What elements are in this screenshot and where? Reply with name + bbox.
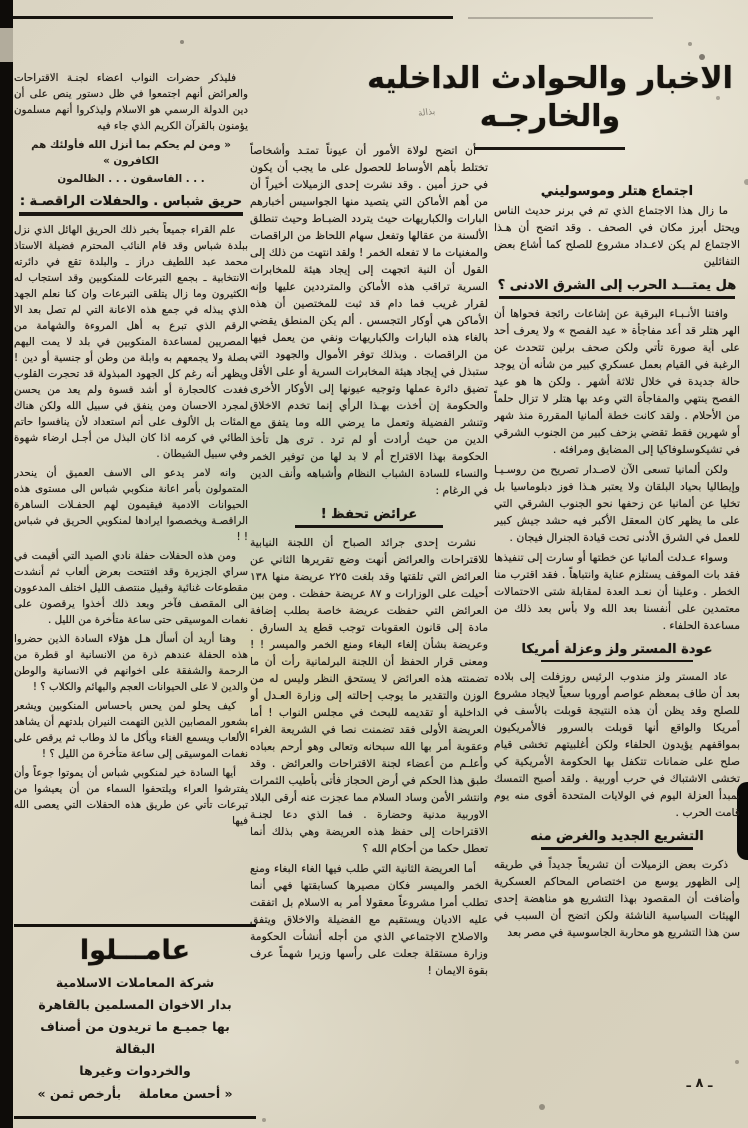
heading-divider [295, 525, 443, 528]
article-paragraph: وانه لامر يدعو الى الاسف العميق أن ينحدر المتمولون بأمر اعانة منكوبي شباس الى مستوى هذه الحيوانات الادمية فيقيمون لهم الحفـلات الساهرة الراقصـة ويخصصوا ايرادها لمنكوبي الحريق في شباس ! ! [14, 466, 248, 543]
scan-edge-top-faint [468, 17, 653, 19]
article-heading: حريق شباس . والحفلات الراقصـة : [19, 194, 243, 209]
article-paragraph: ولكن ألمانيا تسعى الآن لاصـدار تصريح من روسـيـا وإيطاليا بحياد البلقان ولا يعتبر هـذا فوز دبلوماسيا بل تخليا عن ألمانيا عن زحفها نحو الجنوب الشرقي التي على ما يظهر كان المعقل الأكبر فيه حشد جيش كبير للعمل في الشرق الأدنى تحت قيادة الجنرال فيجان . [494, 462, 740, 544]
article-heading: التشريع الجديد والغرض منه [530, 829, 704, 844]
article-heading: هل يمتـــد الحرب إلى الشرق الادنى ؟ [497, 278, 737, 293]
ad-line: والخردوات وغيرها [79, 1063, 191, 1078]
article-paragraph: كيف يحلو لمن يحس باحساس المنكوبين ويشعر بشعور المصابين الذين التهمت النيران بلدتهم أن يشاهد الألعاب ويسمع الغناء ويأكل ما لذ وطاب ثم يرقص على نغمات الموسيقى إلى ساعة متأخرة من الليل ؟ ! [14, 699, 248, 760]
article-heading: اجتماع هتلر وموسوليني [540, 184, 694, 199]
ad-line: بدار الاخوان المسلمين بالقاهرة [38, 997, 232, 1012]
article-heading: عرائض تحفظ ! [320, 507, 418, 522]
article-paragraph: علم القراء جميعاً بخبر ذلك الحريق الهائل الذي نزل ببلدة شباس وقد قام النائب المحترم فضيلة الاستاذ محمد عبد اللطيف دراز ـ والبلدة تقع في دائرته الانتخابية ـ بجمع التبرعات للمنكوبين وقد استجاب له الكثيرون وما زال يتلقى التبرعات وان كنا نعلم الجهد الذي يبذله في جمع هذه الاعانة التي لم تصل بعد الا الرقم الذي تبرع به أهل المروءة والشهامة من المصريين لمساعدة المنكوبين في بلد لا يمت اليهم بصلة ولا يجمعهم به وابلة من وطن أو جنسية أو دين ! ويظهر أنه رغم كل الجهود المبذولة قد تحجرت القلوب فغدت كالحجارة أو أشد قسوة ولم يعد من يحسن لمجرد الاحسان ومن ينفق في سبيل الله ولكن هناك المئات بل الألوف على أتم استعداد لأن ينافسوا حاتم الطائي في كرمه اذا كان البذل من أجـل ارضاء شهوة وفي سبيل الشيطان . [14, 223, 248, 460]
heading-divider [541, 847, 694, 850]
article-paragraph: أيها السادة خير لمنكوبي شباس أن يموتوا جوعاً وأن يفترشوا العراء ويلتحفوا السماء من أن يعيشوا من تبرعات تأتي عن طريق هذه الحفلات التي يعصى الله فيها [14, 766, 248, 827]
article-heading: عودة المستر ولز وعزلة أمريكا [521, 641, 713, 657]
ad-line: بها جميـع ما تريدون من أصناف البقالة [40, 1019, 230, 1056]
page-title: الاخبار والحوادث الداخليه والخارجـه [367, 61, 733, 134]
handwritten-note: بذالة [417, 106, 436, 120]
scan-edge-left [0, 0, 13, 1128]
column-middle [250, 142, 488, 1092]
article-paragraph: عاد المستر ولز مندوب الرئيس روزفلت إلى بلاده بعد أن طاف بمعظم عواصم أوروبا سعياً لايجاد مشروع للصلح وقد يظن أن هذه النتيجة قوبلت بالأسف في أمريكا والواقع أنها قوبلت بالسرور فالأمريكيون بمواقفهم يؤيدون الحلفاء ولكن أغلبيتهم تخشى قيام صلح على ضمانات تتكفل بها الحكومة الأمريكية كي تخشى الاشتباك في حرب أوربية . ولقد أصبح التمسك بمبدأ العزلة اليوم في الولايات المتحدة أقوى منه يوم قامت الحرب . [494, 670, 740, 819]
page-number: ـ ٨ ـ [686, 1076, 713, 1091]
ad-slogan: « أحسن معاملة بأرخص ثمن » [37, 1086, 233, 1101]
quran-quote: « ومن لم يحكم بما أنزل الله فأولئك هم الكافرون » [31, 139, 231, 167]
article-paragraph: ما زال هذا الاجتماع الذي تم في برنر حديث الناس ويحتل أبرز مكان في الصحف . وقد اتضح أن هـذا الاجتماع لم يكن لاعـداد مشروع للصلح كما أشاع بعض التفائلين [494, 204, 740, 268]
article-paragraph: ذكرت بعض الزميلات أن تشريعاً جديداً في طريقه إلى الظهور يوسع من اختصاص المحاكم العسكرية وأضافت أن المقصود بهذا التشريع هو مناهضة إحدى الهيئات السياسية الناشئة ولكن اتضح أن السبب في سن هذا التشريع هو محاربة الجاسوسية في مصر بعد [494, 857, 740, 939]
heading-divider [499, 296, 735, 299]
article-paragraph: فليذكر حضرات النواب اعضاء لجنـة الاقتراحات والعرائض أنهم اجتمعوا في ظل دستور ينص على أن دين الدولة الرسمي هو الاسلام وليذكروا أنهم مسلمون يؤمنون بالقرآن الكريم الذي جاء فيه [14, 72, 248, 132]
scan-edge-top [13, 16, 453, 19]
heading-divider [19, 212, 244, 216]
article-paragraph: أن اتضح لولاة الأمور أن عيوناً تمتـد وأشخاصاً تختلط بأهم الأوساط للحصول على ما يجب أن يكون في حرز أمين . وقد نشرت إحدى الزميلات أخيراً أن من أهم الأماكن التي يتصيد منها الجواسيس أخبارهم البارات والكباريهات حيث يتردد الضبـاط وحيث تنطلق الألسنة من عقالها وتفعل سهام اللحاظ من الراقصات والمغنيات ما لا تفعله الخمر ! ولقد انتهت من ذلك إلى القول أن النية اتجهت إلى إيجاد هيئة للمخابرات السرية تراقب هذه الأماكن والمترددين عليها وإنه لقرار غريب فما دام قد ثبت للمختصين أن هذه الأماكن هي أوكار التجسس . ألم يكن المنطق يقضي بالغاء هذه البارات والكباريهات ونفي من يعمل فيها من الراقصات . وبذلك توفر الأموال والجهود التي ستبذل في إيجاد هيئة المخابرات السرية أو على الأقل تضيق دائرة عملها وتوجيه عيونها إلى الأوكار الأخرى والحكومة إن أخذت بهـذا الرأي إنما تخدم الاخلاق وتنشر الفضيلة وتعمل ما يرضي الله وما يتفق مع الدين من حيث أرادت أو لم ترد . ترى هل تأخذ الحكومة بهذا الاقتراح أم لا بد لها من توفير الخمر والنساء للسادة الشباب النظام وأشباهه وأنف الدين في الرغام : [250, 144, 488, 497]
paper-specks [0, 0, 4, 4]
heading-divider [541, 660, 694, 663]
article-paragraph: ومن هذه الحفلات حفلة نادي الصيد التي أقيمت في سراي الجزيرة وقد افتتحت بعرض ألعاب ثم أنشدت مقطوعات غنائية وقبيل منتصف الليل اختلف المدعوون الى المقصف فآخر وبعد ذلك أخذوا يرقصون على نغمات الموسيقى حتى ساعة متأخرة من الليل . [14, 549, 248, 626]
article-paragraph: وافتنا الأنـبـاء البرقية عن إشاعات رائجة فحواها أن الهر هتلر قد أعد مفاجأة « عيد الفصح » ولا يعرف أحد على أية صورة تأتي ولكن صحف برلين تتحدث عن الرغبة في القيام بعمل عسكري كبير من شأنه أن يوجد حالة جديدة في خلال ثلاثة أشهر . ولكن ها هو عيد الفصح ينتهي والمفاجأة التي وعد بها هتلر لا تزال حلماً من الأحلام . ولقد كانت خطة ألمانيا المقررة منذ شهر أو شهرين فقط تقضي بزحف كبير من الجنوب الشرقي في تشيكوسلوفاكيا إلى المضايق ومرافئه . [494, 306, 740, 456]
ad-title: عامـــلوا [79, 935, 191, 966]
article-paragraph: وهنا أريد أن أسأل هـل هؤلاء السادة الذين حضروا هذه الحفلة عندهم ذرة من الانسانية او قطرة من الرحمة والشفقة على اخوانهم في الانسانية والوطن والدين لا على الحيوانات العجم والبهائم والكلاب ؟ ! [14, 632, 248, 693]
column-left [14, 70, 248, 922]
article-paragraph: أما العريضة الثانية التي طلب فيها الغاء البغاء ومنع الخمر والميسر فكان مصيرها كسابقتها فهي أنما تطلب أمرا مشروعاً معقولا أمر به الاسلام بل اتفقت عليه الاديان ويستقيم مع الفضيلة والاخلاق ويتفق والاصلاح الاجتماعي الذي من أجله أنشأت الحكومة وزارة مستقلة جعلت على رأسها وزيرا شهماً عرف بقوة الايمان ! [250, 861, 488, 977]
column-right [494, 176, 740, 1050]
article-paragraph: وسواء عـدلت ألمانيا عن خطتها أو سارت إلى تنفيذها فقد بات الموقف يستلزم عناية وانتباهاً . فقد اقترب منا الخطر . وعلينا أن نعـد العدة لمقابلة شتى الاحتمالات معتمدين على أنفسنا بعد الله ولا بأس بعد ذلك من مساعدة الحلفاء . [494, 550, 740, 632]
advertisement [14, 924, 256, 1119]
masthead-divider [475, 147, 625, 150]
ad-line: شركة المعاملات الاسلامية [55, 975, 215, 990]
quote-continuation: . . . الفاسقون . . . الظالمون [57, 173, 205, 185]
article-paragraph: نشرت إحدى جرائد الصباح أن اللجنة النيابية للاقتراحات والعرائض أنهت وضع تقريرها الثاني عن العرائض التي تلقتها وقد بلغت ٢٢٥ عريضة منها ١٣٨ أحيلت على الوزارات و ٨٧ عريضة حفظت . ومن بين العرائض التي حفظت عريضة خاصة بطلب إضافة مادة إلى قانون العقوبات توجب قطع يد السارق . وعريضة بشأن إلغاء البغاء ومنع الخمر والميسر ! ! ومعنى قرار الحفظ أن اللجنة البرلمانية رأت أن ما تضمنته هذه العرائض لا يستحق النظر وليس له من الوزن والتقدير ما يوجب إحالته إلى وزارة العـدل أو الداخلية أو تقديمه للبحث في مجلس النواب ! أما العريضة الأولى فقد تضمنت نصا في الشريعة الغراء وعقوبة أمر بها الله سبحانه وتعالى وهو أرحم بعباده وأعلـم من أعضاء لجنة الاقتراحات والعرائض . وقد طبق هذا الحكم في أرض الحجاز فأتى بأطيب الثمرات وانتشر الأمن وساد السلام مما عجزت عنه أرقى البلاد الاوربية مدنية وحضارة . فما الذي دعا لجنـة الاقتراحات إلى حفظ هذه العريضة وهي بذلك أنما تعطل حكما من أحكام الله ؟ [250, 535, 488, 855]
